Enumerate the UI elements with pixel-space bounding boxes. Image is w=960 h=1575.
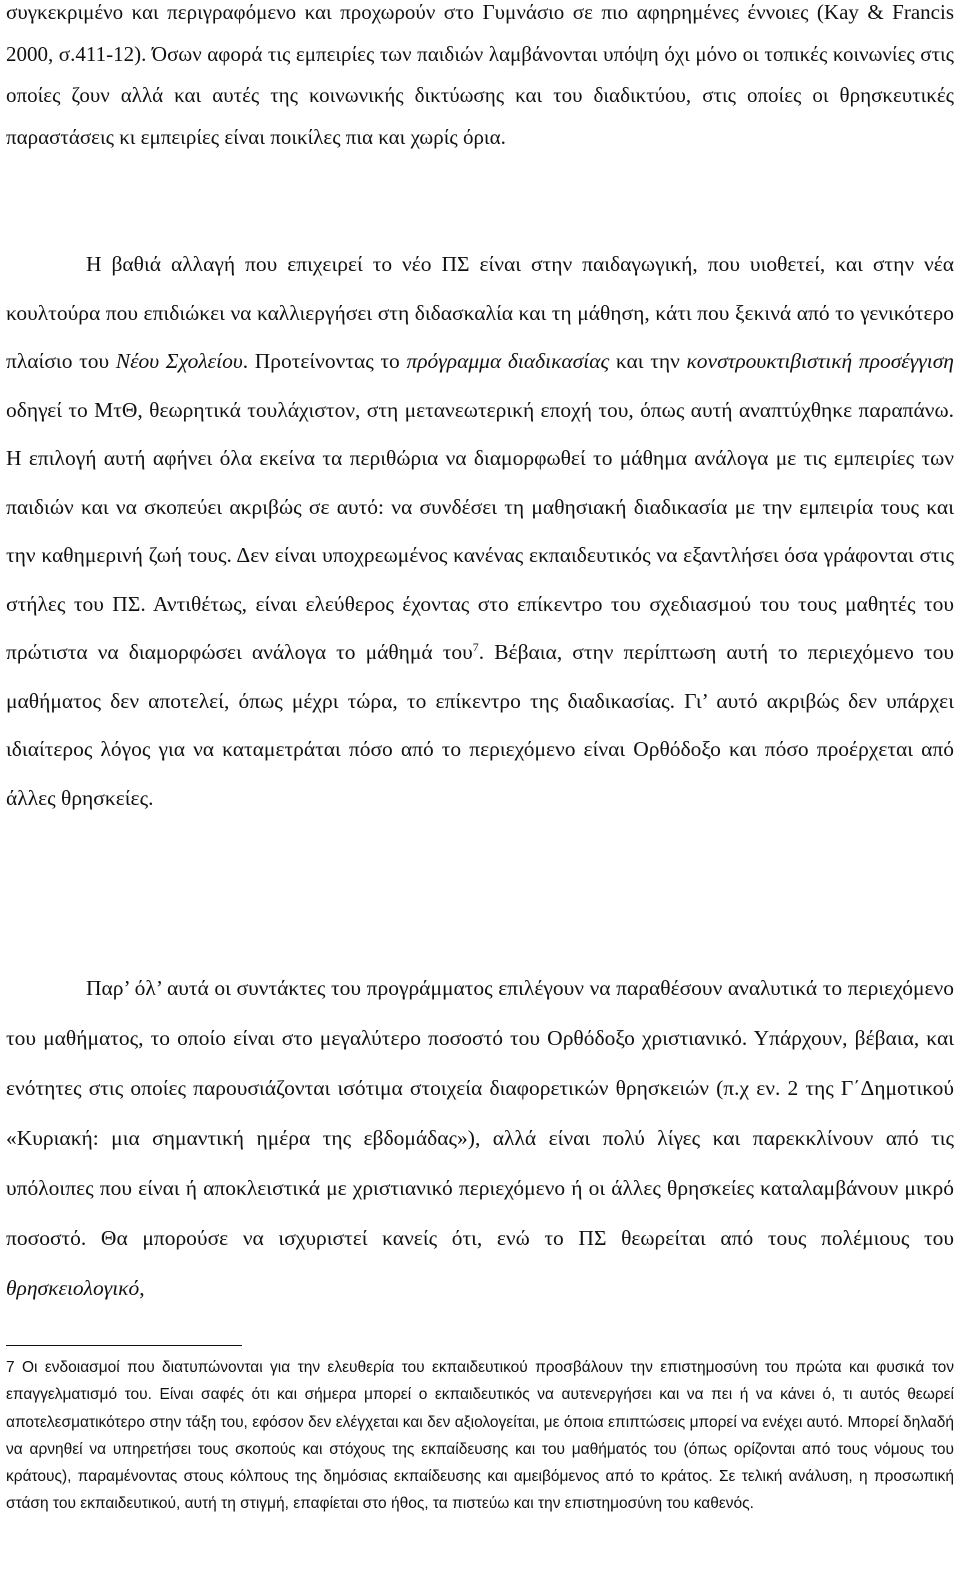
- paragraph-2: [6, 240, 954, 822]
- footnote-reference[interactable]: 7: [472, 639, 479, 654]
- footnote: [6, 1354, 954, 1518]
- italic-term-thriskeiologiko: θρησκειολογικό: [6, 1276, 140, 1300]
- italic-term-konstruktivistiki: κονστρουκτιβιστική προσέγγιση: [686, 349, 954, 373]
- italic-term-programma-diadikasias: πρόγραμμα διαδικασίας: [406, 349, 610, 373]
- paragraph-3-text: ,: [139, 1276, 145, 1300]
- paragraph-2-text: Η βαθιά αλλαγή που επιχειρεί το νέο ΠΣ είναι στην παιδαγωγική, που υιοθετεί, και στην νέα κουλτούρα που επιδιώκει να καλλιεργήσει στη διδασκαλία και τη μάθηση, κάτι που ξεκινά από το γενικότερο πλαίσιο του: [6, 252, 954, 373]
- paragraph-1-text: συγκεκριμένο και περιγραφόμενο και προχωρούν στο Γυμνάσιο σε πιο αφηρημένες έννοιες (Kay & Francis 2000, σ.411-12). Όσων αφορά τις εμπειρίες των παιδιών λαμβάνονται υπόψη όχι μόνο οι τοπικές κοινωνίες στις οποίες ζουν αλλά και αυτές της κοινωνικής δικτύωσης και του διαδικτύου, στις οποίες οι θρησκευτικές παραστάσεις κι εμπειρίες είναι ποικίλες πια και χωρίς όρια.: [6, 0, 954, 149]
- footnote-separator: [6, 1345, 242, 1346]
- paragraph-2-text: . Προτείνοντας το: [242, 349, 407, 373]
- italic-term-neou-scholeiou: Νέου Σχολείου: [115, 349, 243, 373]
- footnote-number: 7: [6, 1359, 15, 1376]
- paragraph-2-text: . Βέβαια, στην περίπτωση αυτή το περιεχόμενο του μαθήματος δεν αποτελεί, όπως μέχρι τώρα, το επίκεντρο της διαδικασίας. Γι’ αυτό ακριβώς δεν υπάρχει ιδιαίτερος λόγος για να καταμετράται πόσο από το περιεχόμενο είναι Ορθόδοξο και πόσο προέρχεται από άλλες θρησκείες.: [6, 640, 954, 810]
- paragraph-3-text: Παρ’ όλ’ αυτά οι συντάκτες του προγράμματος επιλέγουν να παραθέσουν αναλυτικά το περιεχόμενο του μαθήματος, το οποίο είναι στο μεγαλύτερο ποσοστό του Ορθόδοξο χριστιανικό. Υπάρχουν, βέβαια, και ενότητες στις οποίες παρουσιάζονται ισότιμα στοιχεία διαφορετικών θρησκειών (π.χ εν. 2 της Γ΄Δημοτικού «Κυριακή: μια σημαντική ημέρα της εβδομάδας»), αλλά είναι πολύ λίγες και παρεκκλίνουν από τις υπόλοιπες που είναι ή αποκλειστικά με χριστιανικό περιεχόμενο ή οι άλλες θρησκείες καταλαμβάνουν μικρό ποσοστό. Θα μπορούσε να ισχυριστεί κανείς ότι, ενώ το ΠΣ θεωρείται από τους πολέμιους του: [6, 976, 954, 1250]
- paragraph-1: [6, 0, 954, 158]
- paragraph-2-text: οδηγεί το ΜτΘ, θεωρητικά τουλάχιστον, στη μετανεωτερική εποχή του, όπως αυτή αναπτύχθηκε παραπάνω. Η επιλογή αυτή αφήνει όλα εκείνα τα περιθώρια να διαμορφωθεί το μάθημα ανάλογα με τις εμπειρίες των παιδιών και να σκοπεύει ακριβώς σε αυτό: να συνδέσει τη μαθησιακή διαδικασία με την εμπειρία τους και την καθημερινή ζωή τους. Δεν είναι υποχρεωμένος κανένας εκπαιδευτικός να εξαντλήσει όσα γράφονται στις στήλες του ΠΣ. Αντιθέτως, είναι ελεύθερος έχοντας στο επίκεντρο του σχεδιασμού του τους μαθητές του πρώτιστα να διαμορφώσει ανάλογα το μάθημά του: [6, 397, 954, 664]
- paragraph-3: [6, 963, 954, 1313]
- paragraph-2-text: και την: [609, 349, 687, 373]
- footnote-text: Οι ενδοιασμοί που διατυπώνονται για την ελευθερία του εκπαιδευτικού προσβάλουν την επιστημοσύνη του πρώτα και φυσικά τον επαγγελματισμό του. Είναι σαφές ότι και σήμερα μπορεί ο εκπαιδευτικός να αυτενεργήσει και να πει ή να κάνει ό, τι αυτός θεωρεί αποτελεσματικότερο στην τάξη του, εφόσον δεν ελέγχεται και δεν αξιολογείται, με όποια επιπτώσεις μπορεί να ενέχει αυτό. Μπορεί δηλαδή να αρνηθεί να υπηρετήσει τους σκοπούς και στόχους της εκπαίδευσης και του μαθήματός του (όπως ορίζονται από τους νόμους του κράτους), παραμένοντας στους κόλπους της δημόσιας εκπαίδευσης και αμειβόμενος από το κράτος. Σε τελική ανάλυση, η προσωπική στάση του εκπαιδευτικού, αυτή τη στιγμή, επαφίεται στο ήθος, τα πιστεύω και την επιστημοσύνη του καθενός.: [6, 1359, 955, 1513]
